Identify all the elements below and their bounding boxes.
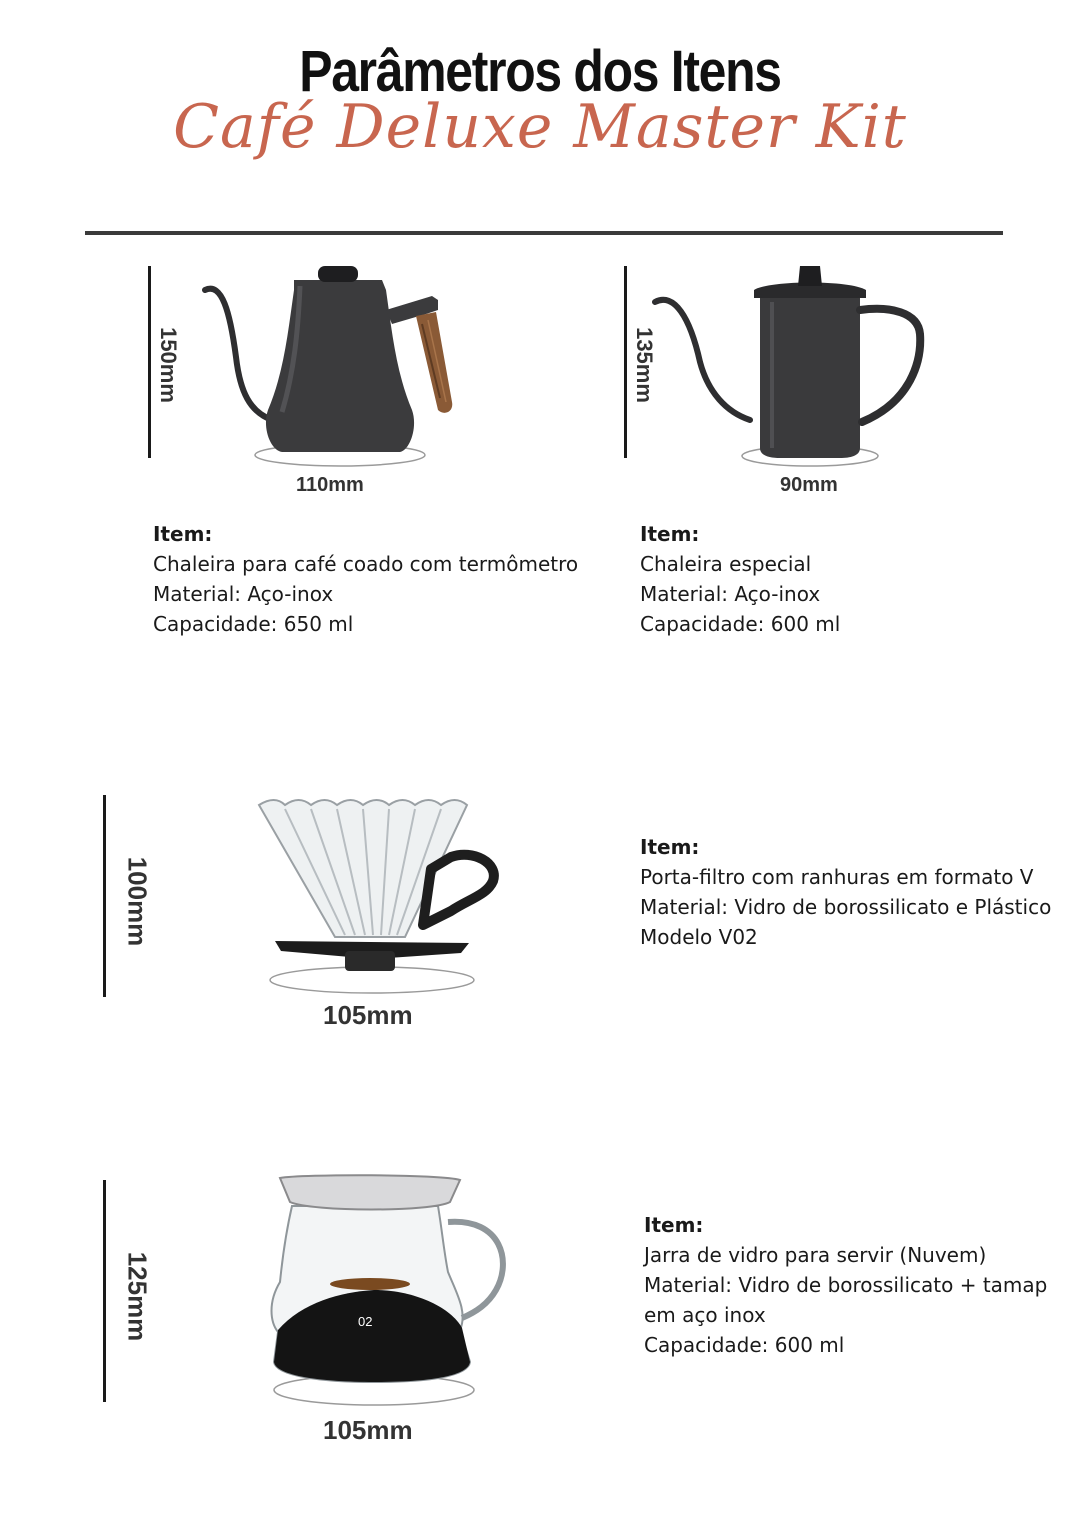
height-bar (148, 266, 151, 458)
spec-heading: Item: (640, 522, 700, 546)
width-label: 105mm (323, 1000, 413, 1030)
item-spec (640, 519, 840, 639)
height-label: 150mm (155, 327, 181, 403)
header-divider (85, 231, 1003, 235)
spec-line: Capacidade: 600 ml (644, 1333, 845, 1357)
spec-line: Material: Aço-inox (640, 582, 821, 606)
item-spec (644, 1210, 1047, 1360)
height-bar (103, 1180, 106, 1402)
v-dripper-image (255, 795, 505, 1000)
height-label: 125mm (122, 1251, 153, 1342)
spec-line: em aço inox (644, 1303, 766, 1327)
height-label: 100mm (122, 856, 153, 947)
spec-line: Material: Aço-inox (153, 582, 334, 606)
item-spec (153, 519, 578, 639)
page-subtitle: Café Deluxe Master Kit (173, 92, 907, 162)
width-label: 90mm (780, 474, 838, 496)
spec-line: Porta-filtro com ranhuras em formato V (640, 865, 1034, 889)
spec-line: Capacidade: 650 ml (153, 612, 354, 636)
width-label: 105mm (323, 1415, 413, 1445)
carafe-mark: 02 (358, 1314, 373, 1329)
spec-line: Jarra de vidro para servir (Nuvem) (644, 1243, 987, 1267)
spec-heading: Item: (153, 522, 213, 546)
kettle-special-image (650, 262, 950, 477)
height-bar (103, 795, 106, 997)
spec-line: Modelo V02 (640, 925, 758, 949)
item-spec (640, 832, 1051, 952)
spec-line: Chaleira especial (640, 552, 812, 576)
spec-heading: Item: (644, 1213, 704, 1237)
spec-line: Capacidade: 600 ml (640, 612, 841, 636)
height-label: 135mm (631, 327, 657, 403)
height-bar (624, 266, 627, 458)
spec-line: Material: Vidro de borossilicato e Plástico (640, 895, 1052, 919)
page-title: Parâmetros dos Itens (299, 39, 781, 104)
spec-line: Chaleira para café coado com termômetro (153, 552, 579, 576)
spec-line: Material: Vidro de borossilicato + tamap (644, 1273, 1048, 1297)
spec-heading: Item: (640, 835, 700, 859)
glass-carafe-image (262, 1172, 512, 1410)
kettle-thermometer-image (200, 262, 500, 477)
width-label: 110mm (296, 474, 364, 496)
